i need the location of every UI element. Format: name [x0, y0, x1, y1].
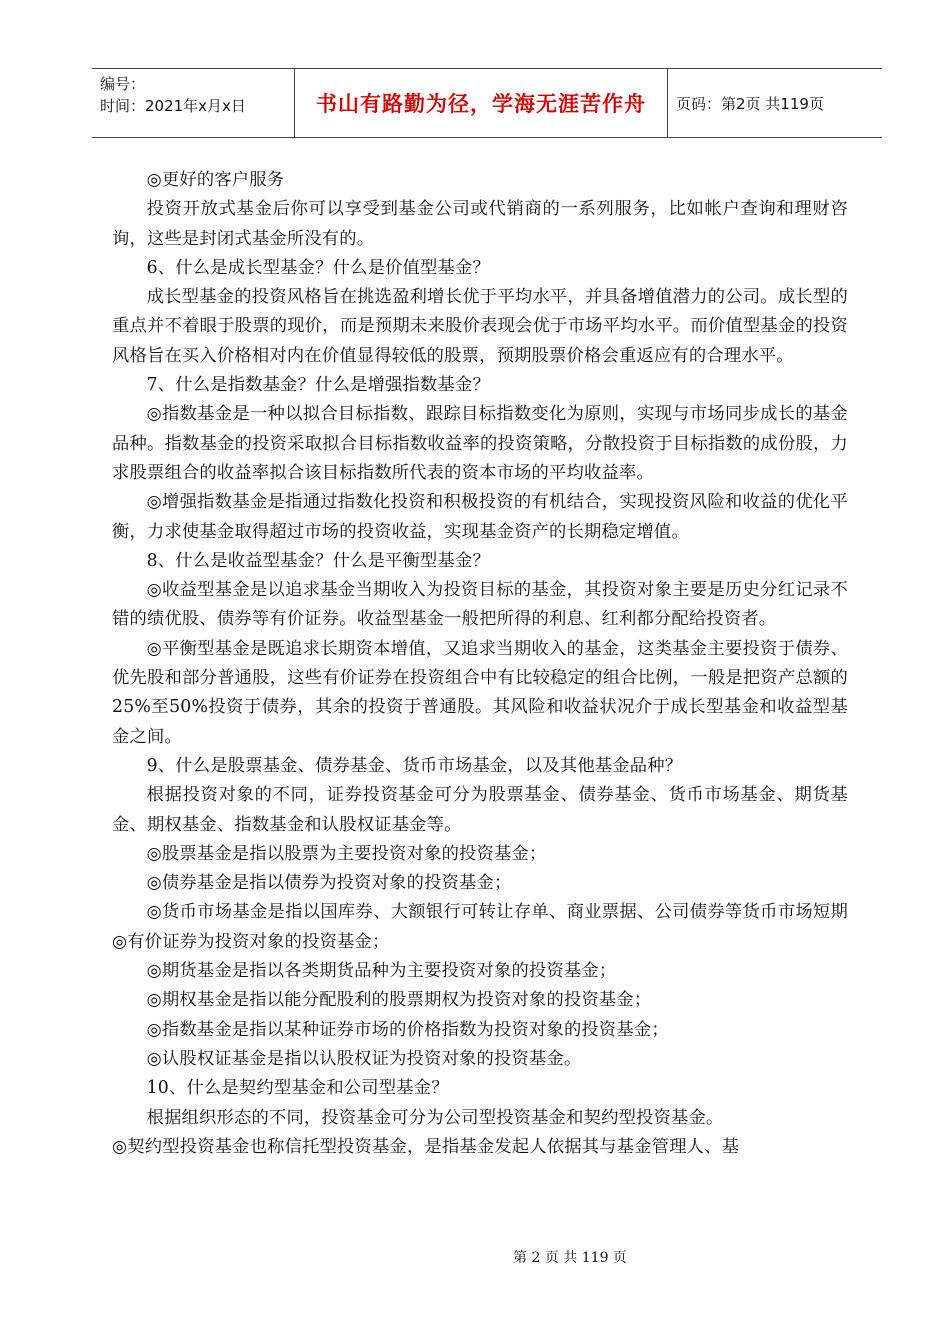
header-table — [92, 68, 882, 138]
header-meta — [100, 73, 290, 117]
paragraph: ◎增强指数基金是指通过指数化投资和积极投资的有机结合，实现投资风险和收益的优化平衡，力求使基金取得超过市场的投资收益，实现基金资产的长期稳定增值。 — [112, 492, 848, 542]
paragraph: 根据组织形态的不同，投资基金可分为公司型投资基金和契约型投资基金。 — [146, 1107, 724, 1128]
paragraph: 根据投资对象的不同，证券投资基金可分为股票基金、债券基金、货币市场基金、期货基金、期权基金、指数基金和认股权证基金等。 — [112, 785, 848, 835]
page-footer — [0, 1247, 950, 1267]
header-motto: 书山有路勤为径，学海无涯苦作舟 — [316, 92, 646, 116]
question-heading: 8、什么是收益型基金？什么是平衡型基金？ — [146, 550, 490, 571]
footer-page-number: 第 2 页 共 119 页 — [513, 1250, 627, 1266]
paragraph: 投资开放式基金后你可以享受到基金公司或代销商的一系列服务，比如帐户查询和理财咨询，这些是封闭式基金所没有的。 — [112, 199, 848, 249]
paragraph: ◎期货基金是指以各类期货品种为主要投资对象的投资基金； — [146, 961, 617, 982]
paragraph: ◎平衡型基金是既追求长期资本增值，又追求当期收入的基金，这类基金主要投资于债券、优先股和部分普通股，这些有价证券在投资组合中有比较稳定的组合比例，一般是把资产总额的25%至50%投资于债券，其余的投资于普通股。其风险和收益状况介于成长型基金和收益型基金之间。 — [112, 638, 848, 747]
question-heading: 9、什么是股票基金、债券基金、货币市场基金，以及其他基金品种？ — [146, 755, 683, 776]
question-heading: 7、什么是指数基金？什么是增强指数基金？ — [146, 375, 490, 396]
paragraph: ◎契约型投资基金也称信托型投资基金，是指基金发起人依据其与基金管理人、基 — [112, 1136, 740, 1157]
paragraph: ◎期权基金是指以能分配股利的股票期权为投资对象的投资基金； — [146, 990, 652, 1011]
document-body — [112, 166, 848, 1162]
paragraph: 成长型基金的投资风格旨在挑选盈利增长优于平均水平，并具备增值潜力的公司。成长型的重点并不着眼于股票的现价，而是预期未来股价表现会优于市场平均水平。而价值型基金的投资风格旨在买入价格相对内在价值显得较低的股票，预期股票价格会重返应有的合理水平。 — [112, 287, 848, 366]
paragraph: ◎货币市场基金是指以国库券、大额银行可转让存单、商业票据、公司债券等货币市场短期◎有价证券为投资对象的投资基金； — [112, 902, 848, 952]
header-page-info: 页码：第2页 共119页 — [676, 95, 824, 113]
question-heading: 6、什么是成长型基金？什么是价值型基金？ — [146, 257, 490, 278]
paragraph: ◎债券基金是指以债券为投资对象的投资基金； — [146, 873, 512, 894]
paragraph: ◎指数基金是指以某种证券市场的价格指数为投资对象的投资基金； — [146, 1019, 669, 1040]
paragraph: ◎更好的客户服务 — [146, 170, 285, 190]
paragraph: ◎股票基金是指以股票为主要投资对象的投资基金； — [146, 843, 547, 864]
paragraph: ◎认股权证基金是指以认股权证为投资对象的投资基金。 — [146, 1048, 582, 1069]
serial-label: 编号： — [100, 75, 146, 93]
paragraph: ◎指数基金是一种以拟合目标指数、跟踪目标指数变化为原则，实现与市场同步成长的基金品种。指数基金的投资采取拟合目标指数收益率的投资策略，分散投资于目标指数的成份股，力求股票组合的收益率拟合该目标指数所代表的资本市场的平均收益率。 — [112, 404, 848, 483]
paragraph: ◎收益型基金是以追求基金当期收入为投资目标的基金，其投资对象主要是历史分红记录不错的绩优股、债券等有价证券。收益型基金一般把所得的利息、红利都分配给投资者。 — [112, 580, 848, 630]
time-label: 时间：2021年x月x日 — [100, 97, 246, 115]
question-heading: 10、什么是契约型基金和公司型基金？ — [146, 1078, 449, 1099]
header-divider — [667, 69, 668, 137]
